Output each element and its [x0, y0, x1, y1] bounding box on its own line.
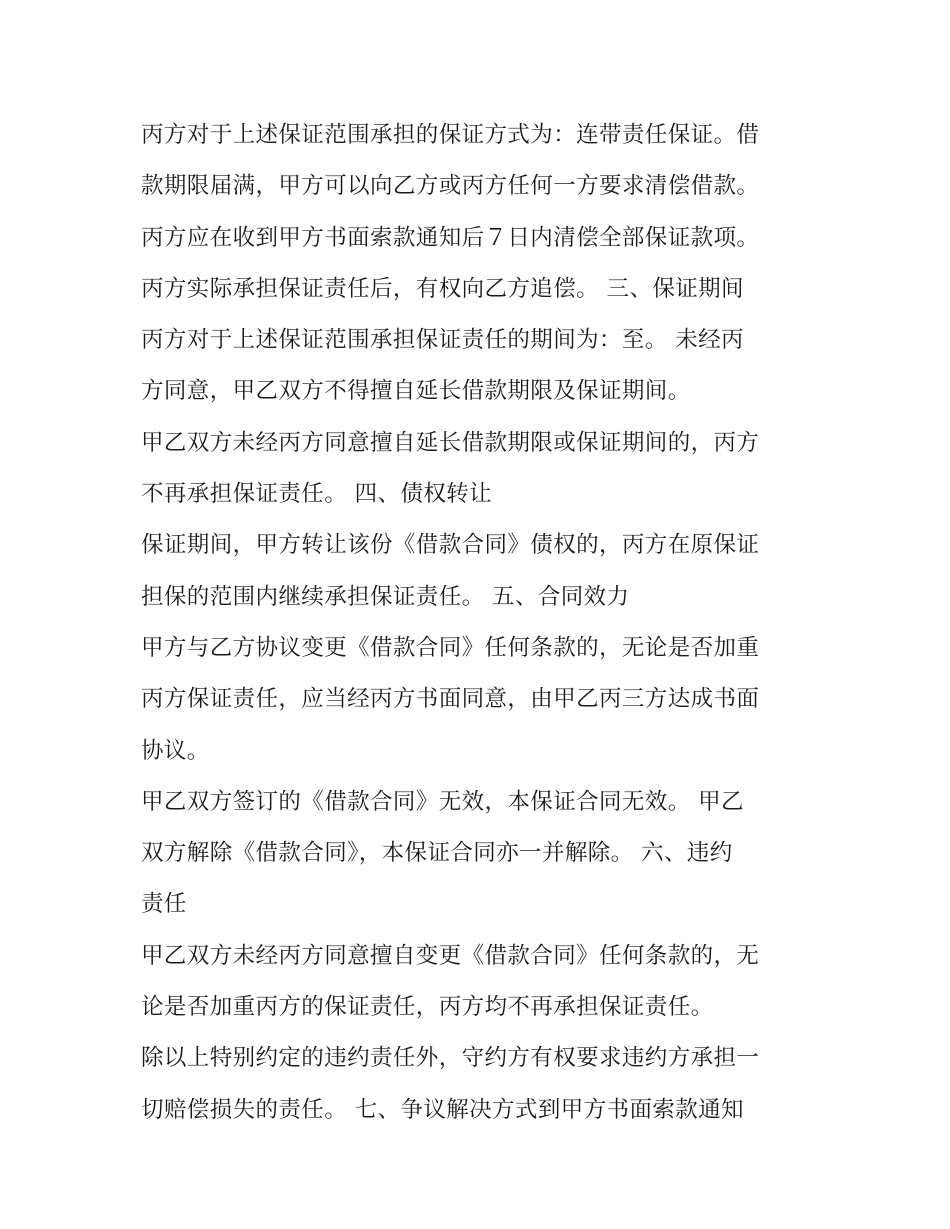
text-line: 保证期间，甲方转让该份《借款合同》债权的，丙方在原保证 [141, 532, 760, 559]
text-line: 除以上特别约定的违约责任外，守约方有权要求违约方承担一 [141, 1045, 760, 1072]
text-line: 丙方应在收到甲方书面索款通知后７日内清偿全部保证款项。 [141, 224, 760, 251]
text-line: 不再承担保证责任。 四、债权转让 [141, 481, 493, 508]
text-line: 甲乙双方未经丙方同意擅自变更《借款合同》任何条款的，无 [141, 942, 760, 969]
text-line: 丙方对于上述保证范围承担的保证方式为：连带责任保证。借 [141, 122, 760, 148]
text-line: 甲乙双方未经丙方同意擅自延长借款期限或保证期间的，丙方 [141, 429, 760, 456]
contract-body-text [141, 110, 821, 1136]
text-line: 论是否加重丙方的保证责任，丙方均不再承担保证责任。 [141, 994, 714, 1021]
text-line: 责任 [141, 891, 187, 918]
text-line: 协议。 [141, 737, 210, 764]
text-line: 双方解除《借款合同》，本保证合同亦一并解除。 六、违约 [141, 840, 733, 867]
text-line: 丙方保证责任，应当经丙方书面同意，由甲乙丙三方达成书面 [141, 686, 760, 713]
text-line: 款期限届满，甲方可以向乙方或丙方任何一方要求清偿借款。 [141, 173, 760, 200]
text-line: 方同意，甲乙双方不得擅自延长借款期限及保证期间。 [141, 378, 691, 405]
text-line: 切赔偿损失的责任。 七、争议解决方式到甲方书面索款通知 [141, 1096, 744, 1123]
text-line: 担保的范围内继续承担保证责任。 五、合同效力 [141, 583, 630, 610]
text-line: 丙方对于上述保证范围承担保证责任的期间为：至。 未经丙 [141, 327, 744, 354]
text-line: 甲乙双方签订的《借款合同》无效，本保证合同无效。 甲乙 [141, 788, 744, 815]
text-line: 甲方与乙方协议变更《借款合同》任何条款的，无论是否加重 [141, 634, 760, 661]
text-line: 丙方实际承担保证责任后，有权向乙方追偿。 三、保证期间 [141, 275, 744, 302]
